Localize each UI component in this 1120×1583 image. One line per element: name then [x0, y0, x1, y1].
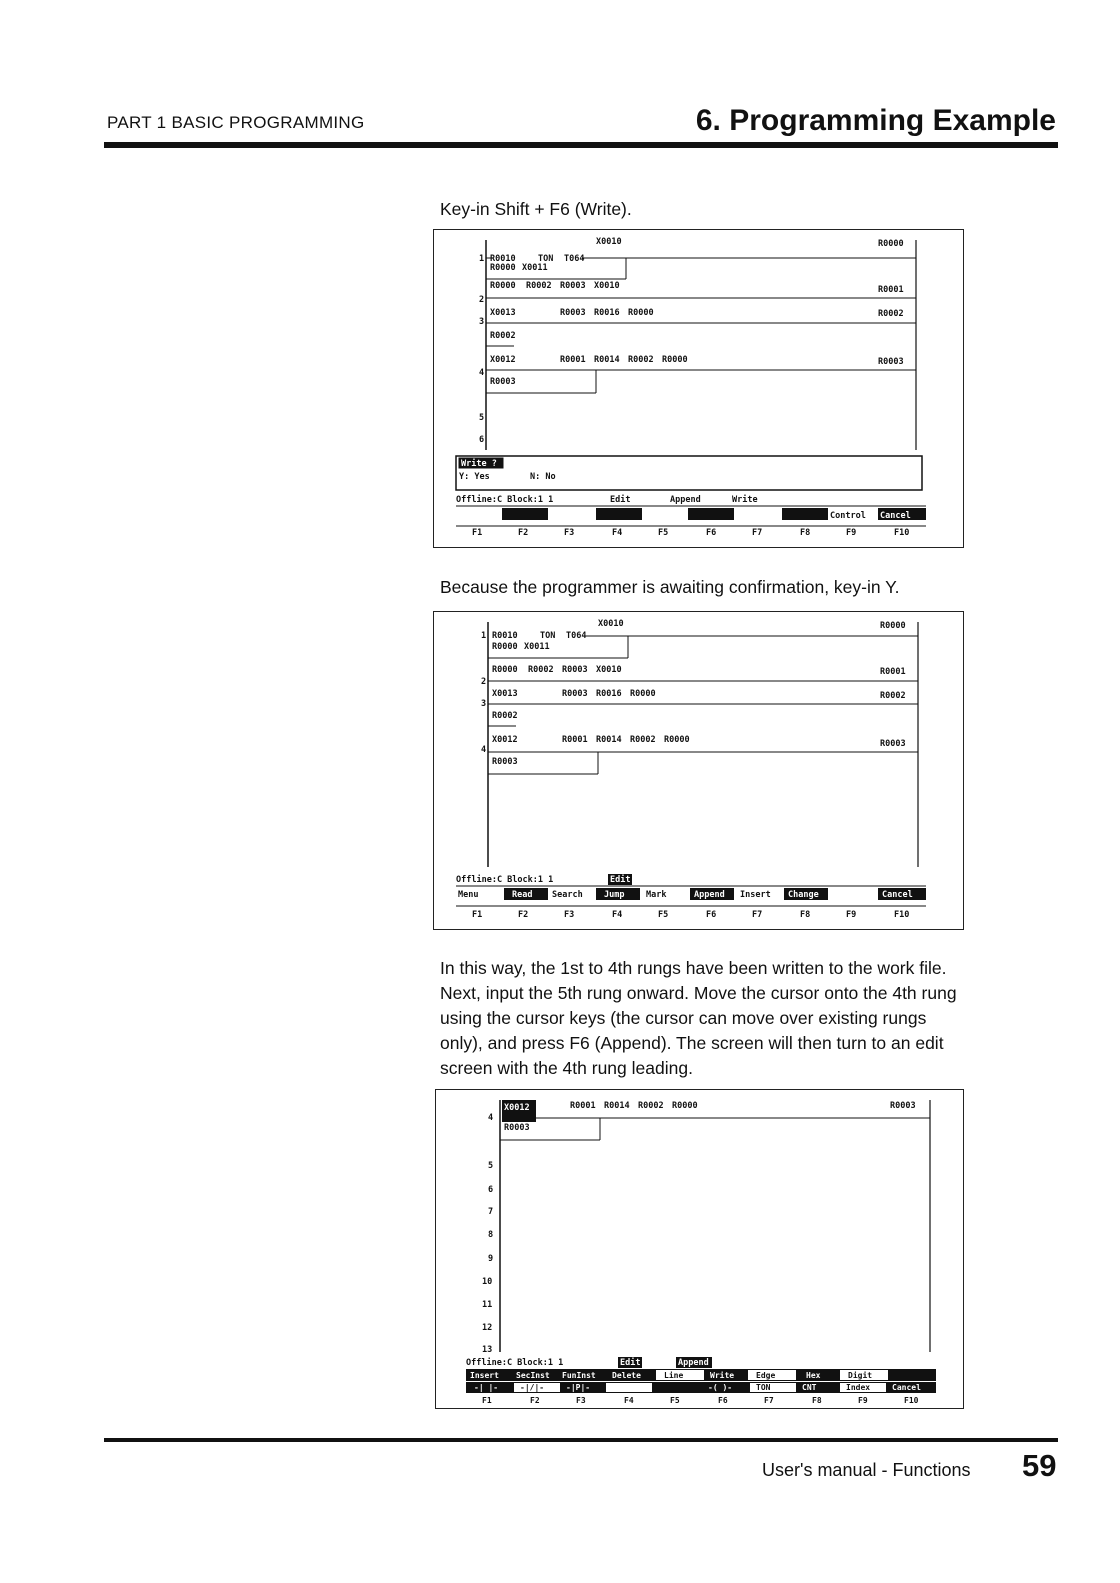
svg-text:R0002: R0002 — [880, 691, 906, 701]
svg-text:-|/|-: -|/|- — [520, 1383, 545, 1392]
svg-text:Hex: Hex — [806, 1371, 821, 1380]
svg-text:R0002: R0002 — [528, 665, 554, 675]
svg-text:5: 5 — [479, 413, 485, 423]
paragraph-next: In this way, the 1st to 4th rungs have been written to the work file. Next, input the 5th rung onward. Move the cursor onto the 4th rung using the cursor keys (the cursor can move over existing rungs only), and press F6 (Append). The screen will then turn to an edit screen with the 4th rung leading. — [440, 958, 957, 1078]
svg-text:F9: F9 — [846, 910, 857, 920]
svg-text:R0001: R0001 — [880, 667, 906, 677]
svg-text:R0010: R0010 — [490, 254, 516, 264]
svg-text:R0000: R0000 — [664, 735, 690, 745]
svg-text:R0003: R0003 — [504, 1123, 530, 1133]
svg-text:F6: F6 — [718, 1396, 728, 1405]
svg-text:F4: F4 — [624, 1396, 634, 1405]
svg-text:4: 4 — [481, 745, 487, 755]
svg-text:R0003: R0003 — [880, 739, 906, 749]
svg-text:F9: F9 — [858, 1396, 868, 1405]
svg-text:Append: Append — [678, 1358, 709, 1368]
svg-text:R0000: R0000 — [490, 281, 516, 291]
svg-text:F5: F5 — [658, 910, 669, 920]
svg-text:FunInst: FunInst — [562, 1371, 596, 1380]
svg-text:T064: T064 — [566, 631, 587, 641]
svg-text:4: 4 — [488, 1113, 494, 1123]
svg-text:R0001: R0001 — [562, 735, 588, 745]
screen-after-write — [433, 611, 964, 930]
svg-text:R0002: R0002 — [526, 281, 552, 291]
svg-text:F9: F9 — [846, 528, 857, 538]
svg-text:R0003: R0003 — [878, 357, 904, 367]
svg-text:Line: Line — [664, 1371, 684, 1380]
svg-text:Offline:C Block:1 1: Offline:C Block:1 1 — [466, 1358, 564, 1368]
svg-text:CNT: CNT — [802, 1383, 817, 1392]
ladder-diagram-3 — [436, 1090, 963, 1408]
softkey-cancel: Cancel — [880, 511, 911, 521]
svg-text:Delete: Delete — [612, 1371, 641, 1380]
svg-text:-|P|-: -|P|- — [566, 1383, 591, 1392]
ladder-diagram-2 — [434, 612, 963, 929]
svg-text:R0014: R0014 — [596, 735, 622, 745]
svg-text:T064: T064 — [564, 254, 585, 264]
svg-text:R0003: R0003 — [562, 665, 588, 675]
prompt-yes: Y: Yes — [459, 472, 490, 482]
svg-text:F3: F3 — [564, 528, 575, 538]
svg-text:-| |-: -| |- — [474, 1383, 499, 1392]
svg-text:2: 2 — [479, 295, 485, 305]
paragraph-confirm: Because the programmer is awaiting confirmation, key-in Y. — [440, 577, 900, 597]
svg-text:R0002: R0002 — [878, 309, 904, 319]
svg-text:Edge: Edge — [756, 1371, 776, 1380]
svg-text:F2: F2 — [530, 1396, 540, 1405]
svg-text:R0000: R0000 — [880, 621, 906, 631]
svg-text:TON: TON — [538, 254, 554, 264]
svg-text:X0011: X0011 — [524, 642, 550, 652]
svg-text:F7: F7 — [752, 528, 763, 538]
svg-text:13: 13 — [482, 1345, 493, 1355]
svg-text:Search: Search — [552, 890, 583, 900]
paragraph-write: Key-in Shift + F6 (Write). — [440, 199, 632, 219]
svg-text:TON: TON — [540, 631, 556, 641]
svg-text:F7: F7 — [764, 1396, 774, 1405]
footer-text: User's manual - Functions — [762, 1460, 971, 1480]
svg-text:Cancel: Cancel — [892, 1383, 921, 1392]
svg-text:Edit: Edit — [620, 1358, 641, 1368]
svg-text:R0003: R0003 — [890, 1101, 916, 1111]
svg-text:Insert: Insert — [470, 1371, 499, 1380]
svg-text:Menu: Menu — [458, 890, 479, 900]
svg-text:X0013: X0013 — [492, 689, 518, 699]
svg-text:X0010: X0010 — [596, 237, 622, 247]
svg-text:R0002: R0002 — [638, 1101, 664, 1111]
svg-text:R0000: R0000 — [492, 642, 518, 652]
screen-write-prompt — [433, 229, 964, 548]
svg-text:Edit: Edit — [610, 495, 631, 505]
svg-text:X0010: X0010 — [598, 619, 624, 629]
svg-text:1: 1 — [481, 631, 487, 641]
svg-text:F10: F10 — [904, 1396, 919, 1405]
svg-text:X0012: X0012 — [492, 735, 518, 745]
svg-text:R0014: R0014 — [604, 1101, 630, 1111]
svg-text:R0016: R0016 — [594, 308, 620, 318]
svg-text:R0002: R0002 — [630, 735, 656, 745]
svg-text:F6: F6 — [706, 528, 717, 538]
svg-text:12: 12 — [482, 1323, 493, 1333]
softkey-control: Control — [830, 511, 866, 521]
svg-text:R0003: R0003 — [560, 281, 586, 291]
svg-text:R0000: R0000 — [630, 689, 656, 699]
svg-text:Cancel: Cancel — [882, 890, 913, 900]
svg-text:F3: F3 — [576, 1396, 586, 1405]
svg-text:Append: Append — [670, 495, 701, 505]
svg-text:6: 6 — [488, 1185, 494, 1195]
svg-text:5: 5 — [488, 1161, 494, 1171]
svg-text:F5: F5 — [670, 1396, 680, 1405]
svg-text:F7: F7 — [752, 910, 763, 920]
svg-text:3: 3 — [481, 699, 487, 709]
svg-text:Edit: Edit — [610, 875, 631, 885]
svg-text:F3: F3 — [564, 910, 575, 920]
svg-text:F2: F2 — [518, 910, 529, 920]
svg-text:Append: Append — [694, 890, 725, 900]
svg-text:9: 9 — [488, 1254, 494, 1264]
svg-text:F4: F4 — [612, 910, 623, 920]
svg-text:F2: F2 — [518, 528, 529, 538]
svg-text:Write: Write — [710, 1371, 735, 1380]
svg-text:X0010: X0010 — [596, 665, 622, 675]
section-label: PART 1 BASIC PROGRAMMING — [107, 113, 365, 132]
svg-text:X0013: X0013 — [490, 308, 516, 318]
svg-text:Write: Write — [732, 495, 758, 505]
svg-text:R0003: R0003 — [562, 689, 588, 699]
svg-text:R0001: R0001 — [560, 355, 586, 365]
svg-text:R0014: R0014 — [594, 355, 620, 365]
svg-text:SecInst: SecInst — [516, 1371, 550, 1380]
svg-text:R0000: R0000 — [628, 308, 654, 318]
svg-text:Digit: Digit — [848, 1371, 873, 1380]
svg-text:F4: F4 — [612, 528, 623, 538]
svg-text:F5: F5 — [658, 528, 669, 538]
svg-text:R0002: R0002 — [492, 711, 518, 721]
header-rule — [104, 142, 1058, 148]
svg-text:F8: F8 — [800, 528, 811, 538]
svg-text:F10: F10 — [894, 528, 910, 538]
svg-text:1: 1 — [479, 254, 485, 264]
status-line: Offline:C Block:1 1 — [456, 495, 554, 505]
prompt-no: N: No — [530, 472, 556, 482]
svg-text:R0000: R0000 — [492, 665, 518, 675]
screen-append-edit — [435, 1089, 964, 1409]
svg-text:R0001: R0001 — [570, 1101, 596, 1111]
svg-text:Index: Index — [846, 1383, 871, 1392]
svg-text:R0003: R0003 — [490, 377, 516, 387]
svg-text:Offline:C Block:1 1: Offline:C Block:1 1 — [456, 875, 554, 885]
svg-text:10: 10 — [482, 1277, 493, 1287]
svg-text:F8: F8 — [800, 910, 811, 920]
svg-text:R0002: R0002 — [628, 355, 654, 365]
svg-text:-( )-: -( )- — [708, 1383, 733, 1392]
svg-text:7: 7 — [488, 1207, 494, 1217]
svg-text:Mark: Mark — [646, 890, 667, 900]
svg-text:F1: F1 — [472, 910, 483, 920]
svg-text:4: 4 — [479, 368, 485, 378]
svg-text:R0000: R0000 — [662, 355, 688, 365]
svg-text:11: 11 — [482, 1300, 493, 1310]
svg-text:F1: F1 — [472, 528, 483, 538]
svg-text:X0011: X0011 — [522, 263, 548, 273]
svg-text:3: 3 — [479, 317, 485, 327]
svg-text:R0003: R0003 — [560, 308, 586, 318]
svg-text:Change: Change — [788, 890, 819, 900]
svg-text:2: 2 — [481, 677, 487, 687]
footer-rule — [104, 1438, 1058, 1442]
svg-text:R0000: R0000 — [878, 239, 904, 249]
svg-text:8: 8 — [488, 1230, 494, 1240]
svg-text:F10: F10 — [894, 910, 910, 920]
svg-text:F6: F6 — [706, 910, 717, 920]
ladder-diagram-1 — [434, 230, 963, 547]
svg-text:R0002: R0002 — [490, 331, 516, 341]
svg-text:F1: F1 — [482, 1396, 492, 1405]
svg-text:R0000: R0000 — [490, 263, 516, 273]
page-title: 6. Programming Example — [695, 104, 1056, 137]
svg-text:F8: F8 — [812, 1396, 822, 1405]
prompt-title: Write ? — [461, 459, 497, 469]
svg-text:R0000: R0000 — [672, 1101, 698, 1111]
svg-text:Insert: Insert — [740, 890, 771, 900]
svg-text:R0016: R0016 — [596, 689, 622, 699]
svg-text:R0010: R0010 — [492, 631, 518, 641]
svg-text:X0012: X0012 — [504, 1103, 530, 1113]
svg-text:X0012: X0012 — [490, 355, 516, 365]
page-number: 59 — [1022, 1448, 1057, 1483]
svg-text:R0001: R0001 — [878, 285, 904, 295]
svg-text:6: 6 — [479, 435, 485, 445]
svg-text:TON: TON — [756, 1383, 771, 1392]
svg-text:Read: Read — [512, 890, 533, 900]
svg-text:R0003: R0003 — [492, 757, 518, 767]
svg-text:Jump: Jump — [604, 890, 625, 900]
svg-text:X0010: X0010 — [594, 281, 620, 291]
